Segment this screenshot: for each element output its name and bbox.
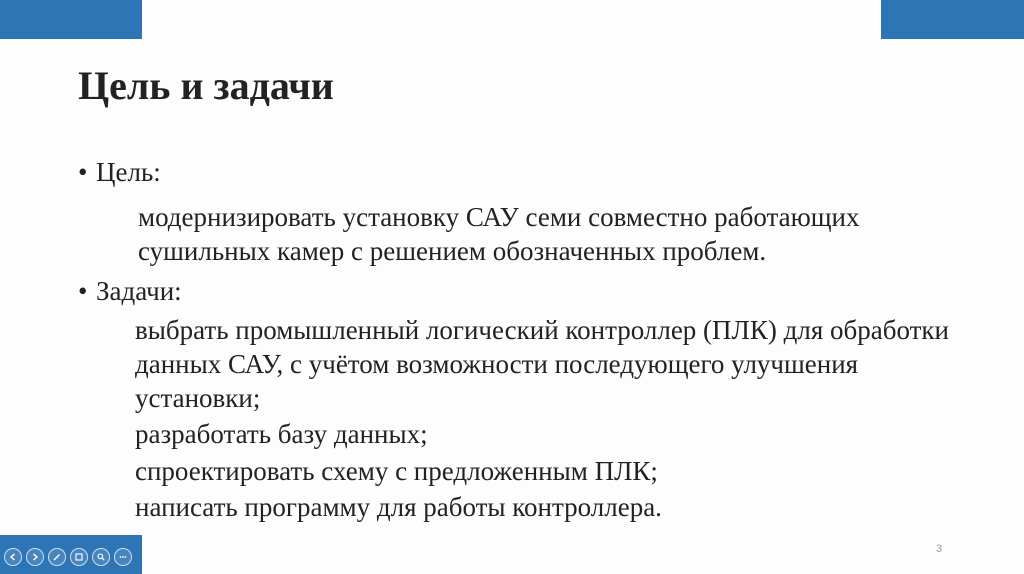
- tasks-heading: Задачи:: [96, 276, 182, 306]
- goal-heading: Цель:: [96, 157, 161, 187]
- goal-text: модернизировать установку САУ семи совместно работающих сушильных камер с решением обозначенных проблем.: [138, 202, 860, 266]
- pen-icon[interactable]: [48, 548, 66, 566]
- task-item: написать программу для работы контроллера.: [135, 492, 662, 522]
- next-icon[interactable]: [26, 548, 44, 566]
- slideshow-controls: [4, 548, 132, 566]
- task-item: разработать базу данных;: [135, 419, 428, 449]
- top-right-accent-bar: [881, 0, 1024, 39]
- more-icon[interactable]: [114, 548, 132, 566]
- prev-icon[interactable]: [4, 548, 22, 566]
- page-number: 3: [936, 543, 943, 555]
- top-left-accent-bar: [0, 0, 142, 39]
- tasks-bullet: [78, 274, 182, 308]
- zoom-icon[interactable]: [92, 548, 110, 566]
- slide-title: Цель и задачи: [78, 63, 334, 108]
- bullet-dot: •: [78, 276, 88, 306]
- task-item: спроектировать схему с предложенным ПЛК;: [135, 456, 658, 486]
- goal-bullet: [78, 155, 161, 189]
- slides-icon[interactable]: [70, 548, 88, 566]
- task-item: выбрать промышленный логический контроллер (ПЛК) для обработки данных САУ, с учётом возможности последующего улучшения установки;: [135, 315, 949, 413]
- bullet-dot: •: [78, 157, 88, 187]
